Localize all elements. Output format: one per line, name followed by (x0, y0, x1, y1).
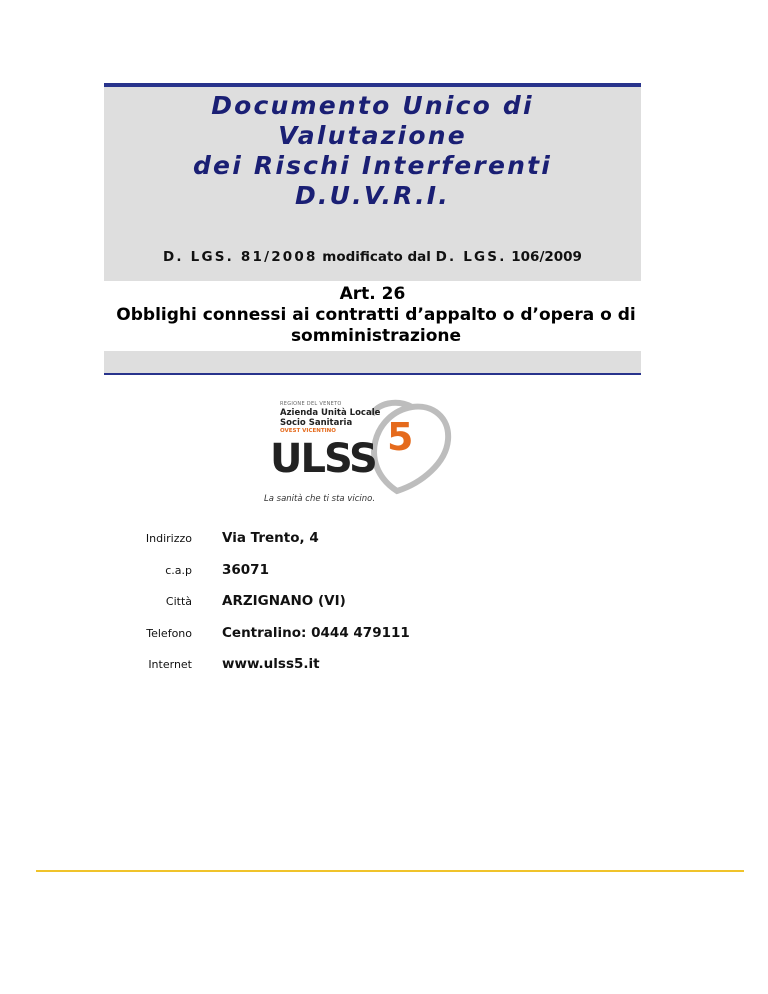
logo-line-3: OVEST VICENTINO (280, 428, 336, 434)
title-line: D.U.V.R.I. (294, 181, 450, 210)
title-line: Documento Unico di (211, 91, 534, 120)
logo-tagline: La sanità che ti sta vicino. (264, 494, 376, 504)
footer-divider (36, 870, 744, 872)
decree-part-2: D. LGS. (435, 249, 507, 265)
title-line: dei Rischi Interferenti (192, 151, 553, 180)
decree-mid: modificato dal (317, 249, 436, 265)
info-value: Via Trento, 4 (222, 530, 319, 546)
article-subtitle: Obblighi connessi ai contratti d’appalto o d’opera o di somministrazione (116, 305, 636, 346)
info-value: Centralino: 0444 479111 (222, 624, 410, 641)
info-value: ARZIGNANO (VI) (222, 593, 346, 609)
logo-region: REGIONE DEL VENETO (280, 401, 342, 407)
info-value: 36071 (222, 561, 269, 578)
title-line: Valutazione (278, 121, 467, 150)
info-label: Indirizzo (145, 532, 192, 545)
info-label: Città (165, 595, 192, 608)
decree-reference (104, 249, 641, 265)
info-row (120, 530, 520, 562)
article-block (104, 281, 641, 347)
logo-number: 5 (387, 415, 414, 459)
logo-line-1: Azienda Unità Locale (280, 408, 381, 418)
info-value: www.ulss5.it (222, 656, 320, 672)
info-label: Internet (148, 658, 192, 671)
contact-info (120, 530, 520, 688)
ulss5-logo (262, 395, 462, 507)
info-row (120, 656, 520, 688)
info-row (120, 625, 520, 657)
logo-brand: ULSS (270, 436, 376, 482)
info-row (120, 562, 520, 594)
article-number: Art. 26 (339, 284, 406, 304)
header-divider-bar (104, 351, 641, 375)
decree-part-1: D. LGS. 81/2008 (163, 249, 318, 265)
title-block (104, 83, 641, 281)
info-row (120, 593, 520, 625)
document-title (104, 91, 641, 211)
info-label: c.a.p (165, 563, 192, 577)
info-label: Telefono (146, 626, 192, 640)
decree-part-3: 106/2009 (506, 249, 582, 265)
logo-line-2: Socio Sanitaria (280, 418, 353, 428)
